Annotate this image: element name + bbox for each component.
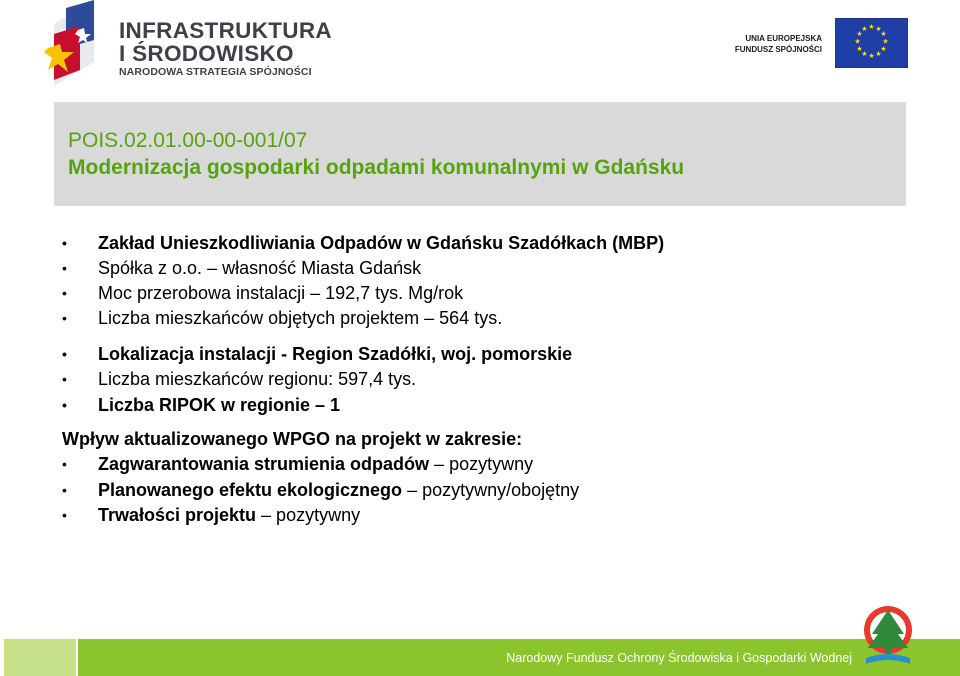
bullet-text: Liczba mieszkańców objętych projektem – 564 tys. — [98, 308, 503, 328]
project-code: POIS.02.01.00-00-001/07 — [68, 129, 308, 152]
footer-text: Narodowy Fundusz Ochrony Środowiska i Gospodarki Wodnej — [506, 651, 852, 665]
bullet-dot-icon: • — [62, 397, 67, 413]
eu-label-line-2: FUNDUSZ SPÓJNOŚCI — [734, 45, 822, 54]
flag-emblem-icon — [44, 0, 116, 86]
eu-flag-icon — [835, 18, 908, 68]
bullet-text: Liczba mieszkańców regionu: 597,4 tys. — [98, 369, 417, 389]
impact-label: Trwałości projektu — [98, 505, 257, 525]
bullet-dot-icon: • — [62, 260, 67, 276]
bullet-dot-icon: • — [62, 482, 67, 498]
impact-heading: Wpływ aktualizowanego WPGO na projekt w zakresie: — [62, 429, 523, 449]
svg-text:★: ★ — [868, 52, 875, 60]
bullet-text: Lokalizacja instalacji - Region Szadółki, woj. pomorskie — [98, 344, 573, 364]
svg-text:★: ★ — [856, 45, 863, 53]
svg-text:★: ★ — [868, 23, 875, 31]
svg-text:★: ★ — [875, 50, 882, 58]
bullet-text: Moc przerobowa instalacji – 192,7 tys. Mg/rok — [98, 283, 464, 303]
bullet-text-main: Spółka z o.o. — [98, 258, 203, 278]
svg-text:★: ★ — [854, 37, 861, 46]
svg-text:★: ★ — [856, 30, 863, 38]
impact-text — [98, 453, 533, 475]
impact-text — [98, 479, 579, 501]
infrastruktura-logo — [44, 0, 332, 86]
impact-label: Planowanego efektu ekologicznego — [98, 480, 403, 500]
bullet-dot-icon: • — [62, 371, 67, 387]
eu-label-line-1: UNIA EUROPEJSKA — [745, 34, 822, 43]
bullet-dot-icon: • — [62, 456, 67, 472]
impact-text — [98, 504, 360, 526]
footer-accent — [4, 639, 76, 676]
bullet-dot-icon: • — [62, 346, 67, 362]
nfosigw-logo-icon — [860, 604, 916, 668]
bullet-text: Zakład Unieszkodliwiania Odpadów w Gdańsku Szadółkach (MBP) — [98, 233, 665, 253]
svg-text:★: ★ — [882, 37, 889, 46]
svg-text:★: ★ — [861, 25, 868, 33]
bullet-text — [98, 257, 421, 279]
logo-line-3: NARODOWA STRATEGIA SPÓJNOŚCI — [119, 66, 312, 78]
project-title: Modernizacja gospodarki odpadami komunalnymi w Gdańsku — [68, 156, 685, 179]
impact-label: Zagwarantowania strumienia odpadów — [98, 454, 430, 474]
bullet-text-rest: – własność Miasta Gdańsk — [202, 258, 422, 278]
impact-value: – pozytywny — [429, 454, 534, 474]
title-band — [54, 102, 906, 206]
bullet-dot-icon: • — [62, 285, 67, 301]
impact-value: – pozytywny — [256, 505, 361, 525]
bullet-dot-icon: • — [62, 310, 67, 326]
bullet-dot-icon: • — [62, 507, 67, 523]
svg-text:★: ★ — [880, 30, 887, 38]
bullet-text: Liczba RIPOK w regionie – 1 — [98, 395, 341, 415]
logo-line-1: INFRASTRUKTURA — [119, 18, 332, 43]
svg-text:★: ★ — [875, 25, 882, 33]
svg-text:★: ★ — [880, 45, 887, 53]
eu-label — [735, 33, 822, 55]
logo-line-2: I ŚRODOWISKO — [119, 41, 294, 66]
bullet-dot-icon: • — [62, 235, 67, 251]
impact-value: – pozytywny/obojętny — [402, 480, 580, 500]
svg-text:★: ★ — [861, 50, 868, 58]
